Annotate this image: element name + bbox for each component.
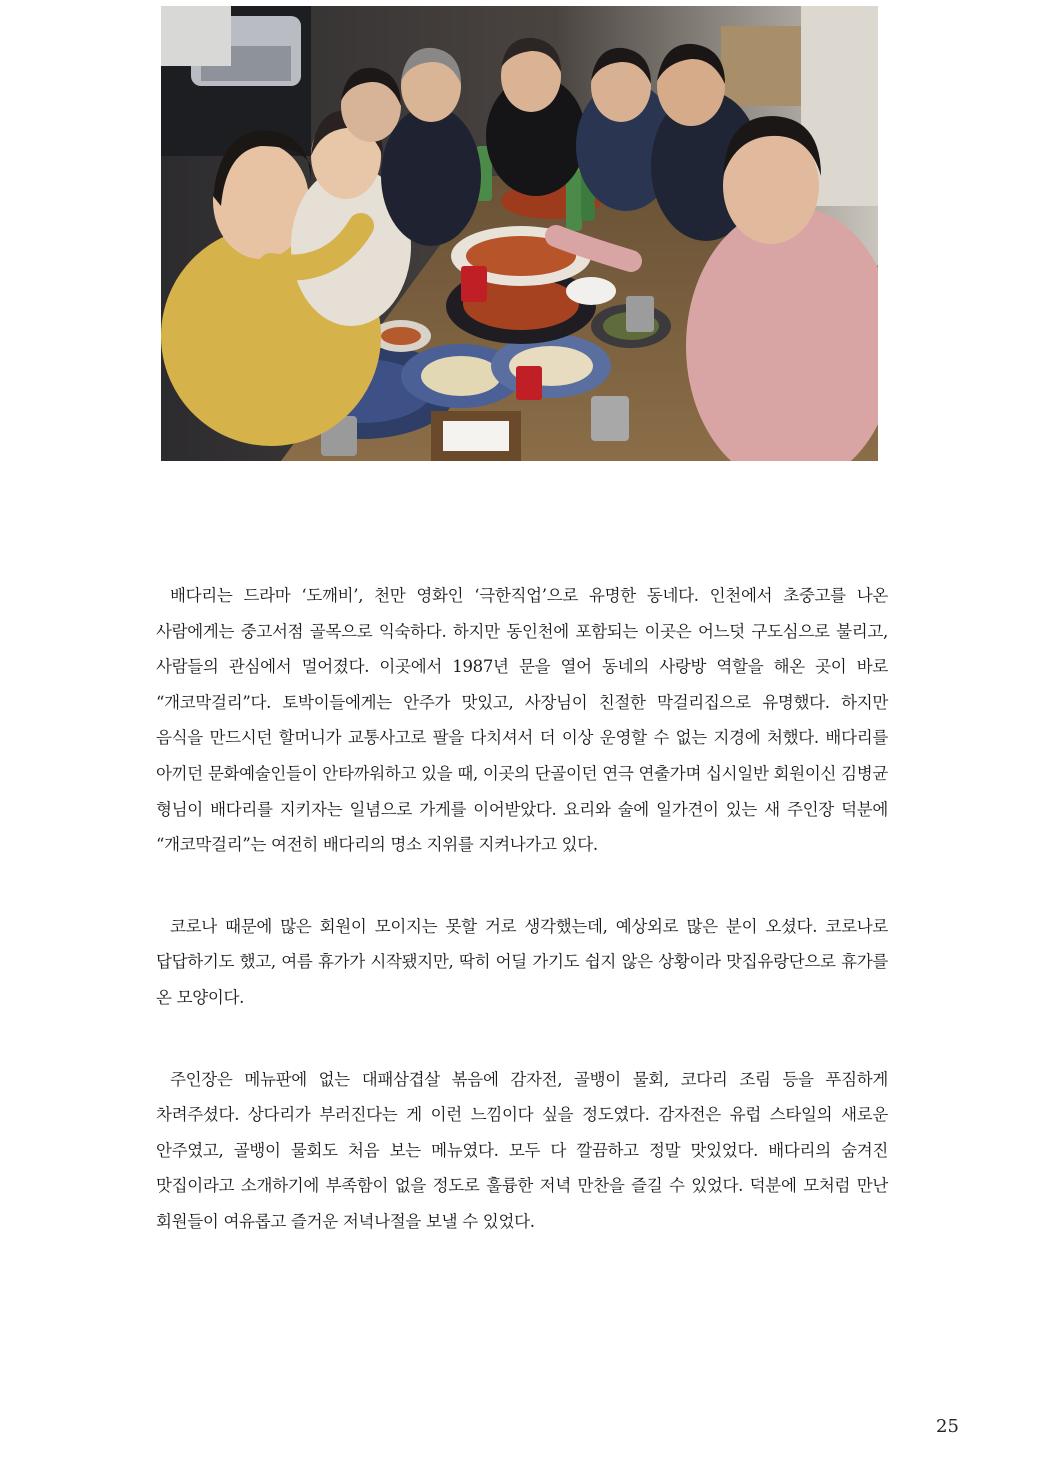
paragraph-1: 배다리는 드라마 ‘도깨비’, 천만 영화인 ‘극한직업’으로 유명한 동네다. 인천에서 초중고를 나온 사람에게는 중고서점 골목으로 익숙하다. 하지만 동인천에 포함되는 이곳은 어느덧 구도심으로 불리고, 사람들의 관심에서 멀어졌다. 이곳에서 1987년 문을 열어 동네의 사랑방 역할을 해온 곳이 바로 “개코막걸리”다. 토박이들에게는 안주가 맛있고, 사장님이 친절한 막걸리집으로 유명했다. 하지만 음식을 만드시던 할머니가 교통사고로 팔을 다치셔서 더 이상 운영할 수 없는 지경에 처했다. 배다리를 아끼던 문화예술인들이 안타까워하고 있을 때, 이곳의 단골이던 연극 연출가며 십시일반 회원이신 김병균 형님이 배다리를 지키자는 일념으로 가게를 이어받았다. 요리와 술에 일가견이 있는 새 주인장 덕분에 “개코막걸리”는 여전히 배다리의 명소 지위를 지켜나가고 있다. (156, 586, 888, 855)
group-dinner-photo (161, 6, 878, 461)
paragraph-3: 주인장은 메뉴판에 없는 대패삼겹살 볶음에 감자전, 골뱅이 물회, 코다리 조림 등을 푸짐하게 차려주셨다. 상다리가 부러진다는 게 이런 느낌이다 싶을 정도였다. 감자전은 유럽 스타일의 새로운 안주였고, 골뱅이 물회도 처음 보는 메뉴였다. 모두 다 깔끔하고 정말 맛있었다. 배다리의 숨겨진 맛집이라고 소개하기에 부족함이 없을 정도로 훌륭한 저녁 만찬을 즐길 수 있었다. 덕분에 모처럼 만난 회원들이 여유롭고 즐거운 저녁나절을 보낼 수 있었다. (156, 1069, 889, 1231)
page-number: 25 (936, 1416, 959, 1437)
paragraph-2: 코로나 때문에 많은 회원이 모이지는 못할 거로 생각했는데, 예상외로 많은 분이 오셨다. 코로나로 답답하기도 했고, 여름 휴가가 시작됐지만, 딱히 어딜 가기도 쉽지 않은 상황이라 맛집유랑단으로 휴가를 온 모양이다. (156, 916, 888, 1007)
photo-illustration (161, 6, 878, 461)
article-body (156, 578, 888, 1286)
